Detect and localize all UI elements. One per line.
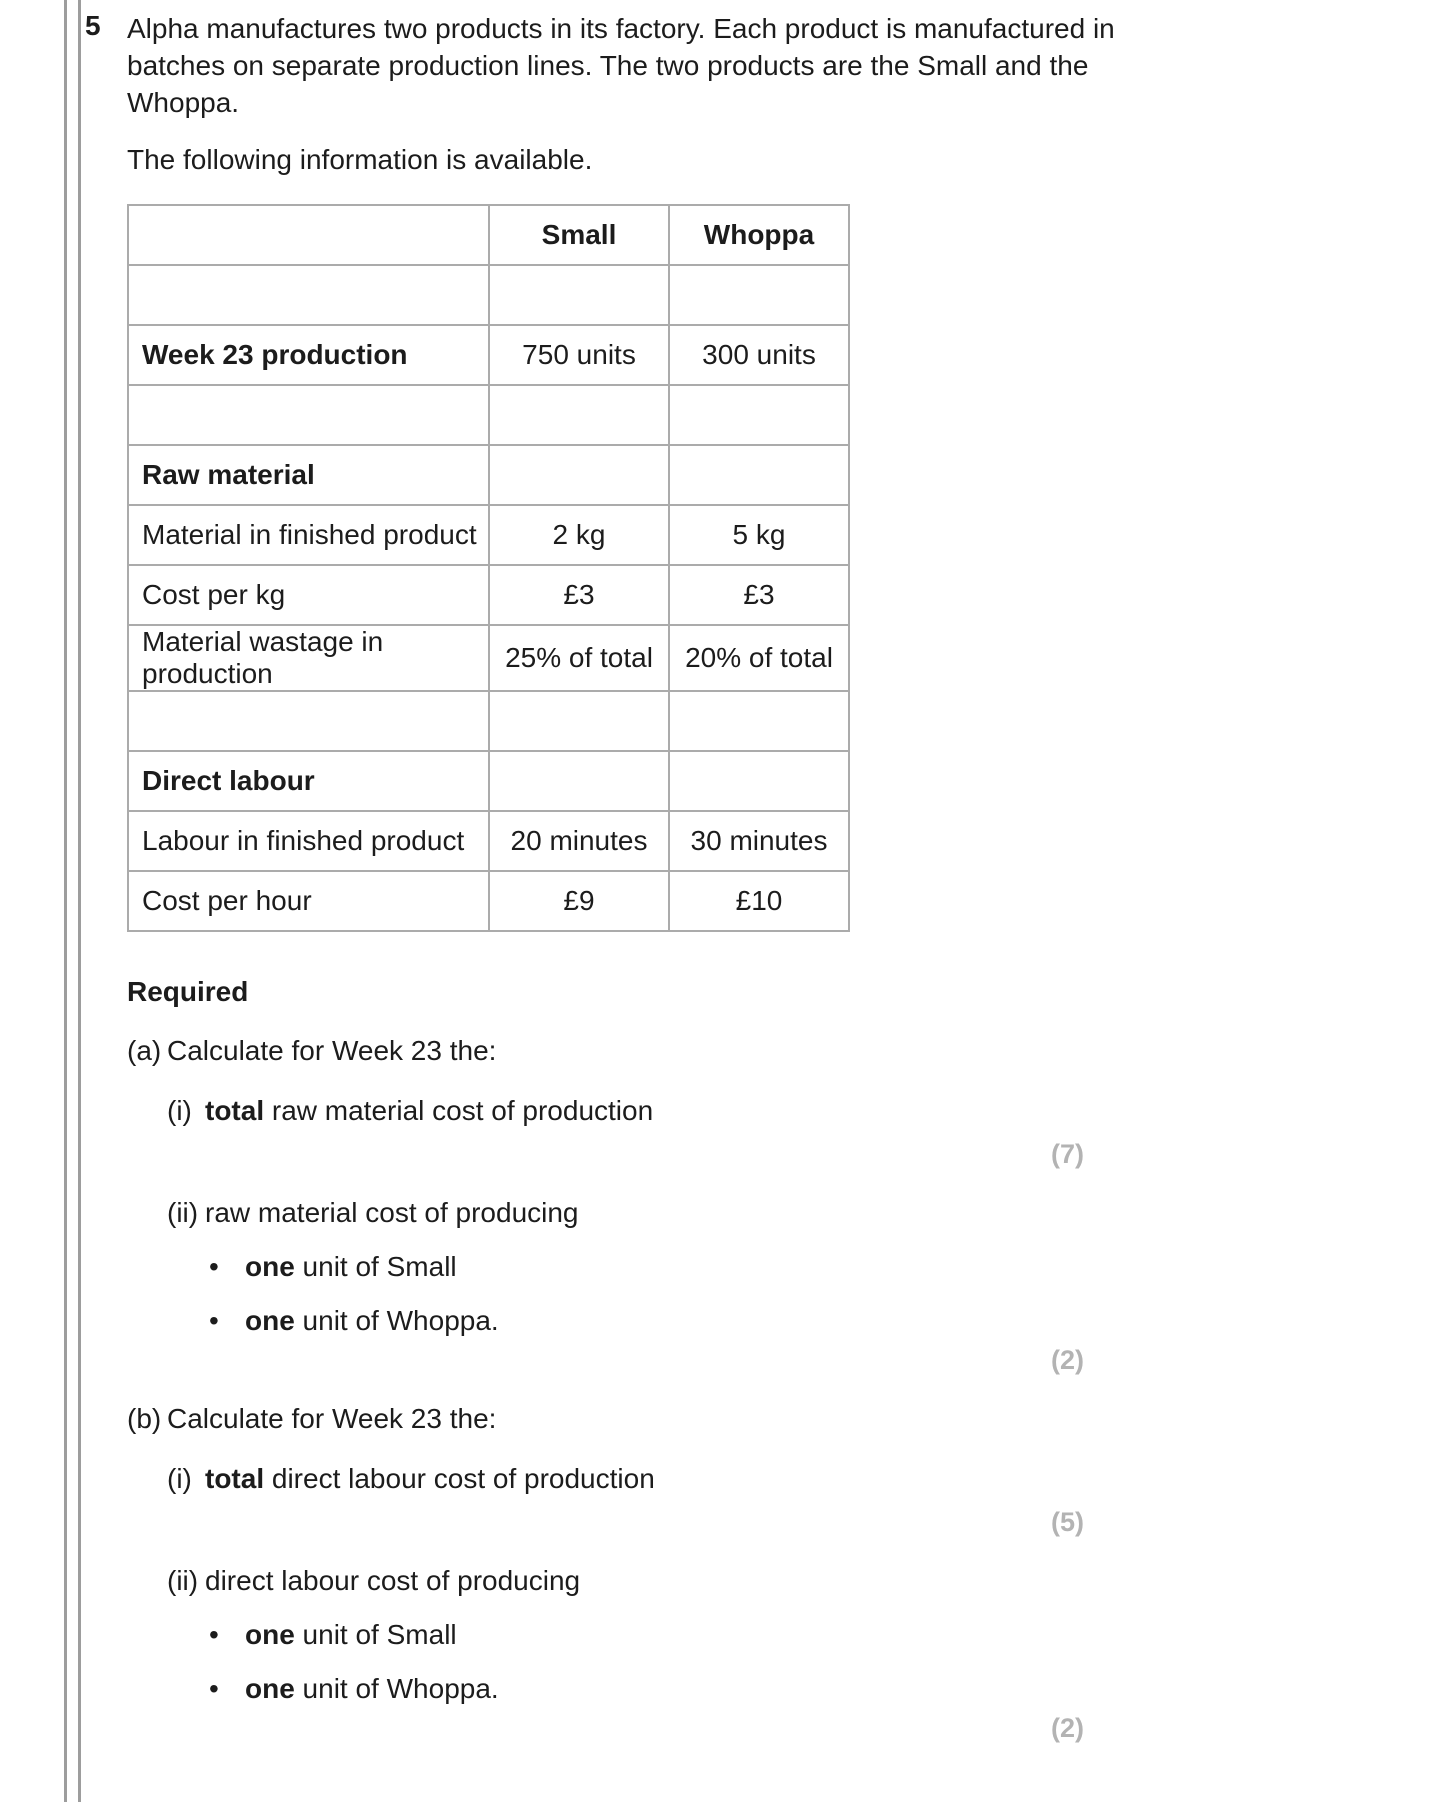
table-row	[128, 445, 849, 505]
bullet-bold-word: one	[245, 1619, 295, 1650]
question-row	[85, 10, 1205, 1744]
item-text	[205, 1094, 653, 1128]
marks-a-i: (7)	[1051, 1139, 1084, 1169]
table-cell	[489, 445, 669, 505]
table-cell: Raw material	[128, 445, 489, 505]
table-cell	[669, 691, 849, 751]
table-cell: Cost per kg	[128, 565, 489, 625]
bullet-item	[127, 1672, 1202, 1706]
bullet-rest: unit of Small	[294, 1619, 457, 1650]
item-rest: raw material cost of producing	[205, 1197, 579, 1228]
marks-b-ii: (2)	[1051, 1713, 1084, 1743]
table-cell: Material in finished product	[128, 505, 489, 565]
table-cell	[489, 751, 669, 811]
table-cell	[669, 265, 849, 325]
part-b-label: (b)	[127, 1403, 162, 1434]
table-row	[128, 325, 849, 385]
table-cell: £3	[489, 565, 669, 625]
bullet-bold-word: one	[245, 1305, 295, 1336]
table-header-whoppa: Whoppa	[669, 205, 849, 265]
table-cell	[489, 691, 669, 751]
item-label: (ii)	[167, 1197, 199, 1228]
table-cell: £10	[669, 871, 849, 931]
part-b-text: Calculate for Week 23 the:	[167, 1403, 497, 1434]
table-cell: £3	[669, 565, 849, 625]
part-b-item-i	[127, 1462, 1202, 1496]
question-intro: Alpha manufactures two products in its factory. Each product is manufactured in batches on separate production lines. The two products are the Small and the Whoppa.	[127, 13, 1115, 118]
question-body	[127, 10, 1202, 1744]
left-margin-rule-inner	[78, 0, 81, 1802]
item-text	[205, 1564, 580, 1598]
item-label: (i)	[167, 1095, 192, 1126]
table-cell: £9	[489, 871, 669, 931]
part-a-label: (a)	[127, 1035, 162, 1066]
table-row	[128, 871, 849, 931]
required-heading: Required	[127, 976, 249, 1007]
bullet-rest: unit of Whoppa.	[294, 1673, 499, 1704]
table-cell: Cost per hour	[128, 871, 489, 931]
table-cell: Material wastage in production	[128, 625, 489, 691]
bullet-bold-word: one	[245, 1251, 295, 1282]
table-cell: 300 units	[669, 325, 849, 385]
table-cell: 30 minutes	[669, 811, 849, 871]
table-header-blank	[128, 205, 489, 265]
item-bold-word: total	[205, 1095, 265, 1126]
table-cell: 5 kg	[669, 505, 849, 565]
bullet-rest: unit of Whoppa.	[294, 1305, 499, 1336]
table-row	[128, 505, 849, 565]
table-row	[128, 691, 849, 751]
item-label: (ii)	[167, 1565, 199, 1596]
table-cell	[128, 265, 489, 325]
table-row	[128, 625, 849, 691]
part-a-item-ii	[127, 1196, 1202, 1230]
table-row	[128, 265, 849, 325]
bullet-rest: unit of Small	[294, 1251, 457, 1282]
question-content	[85, 10, 1205, 1744]
question-number: 5	[85, 10, 101, 41]
table-row	[128, 811, 849, 871]
table-cell: Direct labour	[128, 751, 489, 811]
marks-a-ii: (2)	[1051, 1345, 1084, 1375]
item-label: (i)	[167, 1463, 192, 1494]
item-rest: direct labour cost of producing	[205, 1565, 581, 1596]
part-a-item-i	[127, 1094, 1202, 1128]
left-margin-rule-outer	[64, 0, 67, 1802]
part-a-line	[127, 1034, 1202, 1068]
production-info-table	[127, 204, 850, 932]
bullet-bold-word: one	[245, 1673, 295, 1704]
table-cell	[669, 445, 849, 505]
bullet-item	[127, 1618, 1202, 1652]
table-row	[128, 385, 849, 445]
table-row	[128, 751, 849, 811]
item-rest: raw material cost of production	[264, 1095, 654, 1126]
item-text	[205, 1462, 655, 1496]
part-b-line	[127, 1402, 1202, 1436]
table-cell: 750 units	[489, 325, 669, 385]
table-cell: Labour in finished product	[128, 811, 489, 871]
table-cell	[489, 385, 669, 445]
item-bold-word: total	[205, 1463, 265, 1494]
info-line: The following information is available.	[127, 144, 593, 175]
table-cell	[669, 385, 849, 445]
part-b-item-ii	[127, 1564, 1202, 1598]
part-a-text: Calculate for Week 23 the:	[167, 1035, 497, 1066]
table-cell	[489, 265, 669, 325]
table-row	[128, 565, 849, 625]
table-cell	[128, 691, 489, 751]
table-cell	[669, 751, 849, 811]
item-rest: direct labour cost of production	[264, 1463, 655, 1494]
table-cell	[128, 385, 489, 445]
table-cell: 2 kg	[489, 505, 669, 565]
table-cell: 20 minutes	[489, 811, 669, 871]
table-header-row	[128, 205, 849, 265]
bullet-item	[127, 1304, 1202, 1338]
table-cell: 20% of total	[669, 625, 849, 691]
bullet-item	[127, 1250, 1202, 1284]
table-cell: Week 23 production	[128, 325, 489, 385]
table-header-small: Small	[489, 205, 669, 265]
item-text	[205, 1196, 579, 1230]
table-cell: 25% of total	[489, 625, 669, 691]
marks-b-i: (5)	[1051, 1507, 1084, 1537]
